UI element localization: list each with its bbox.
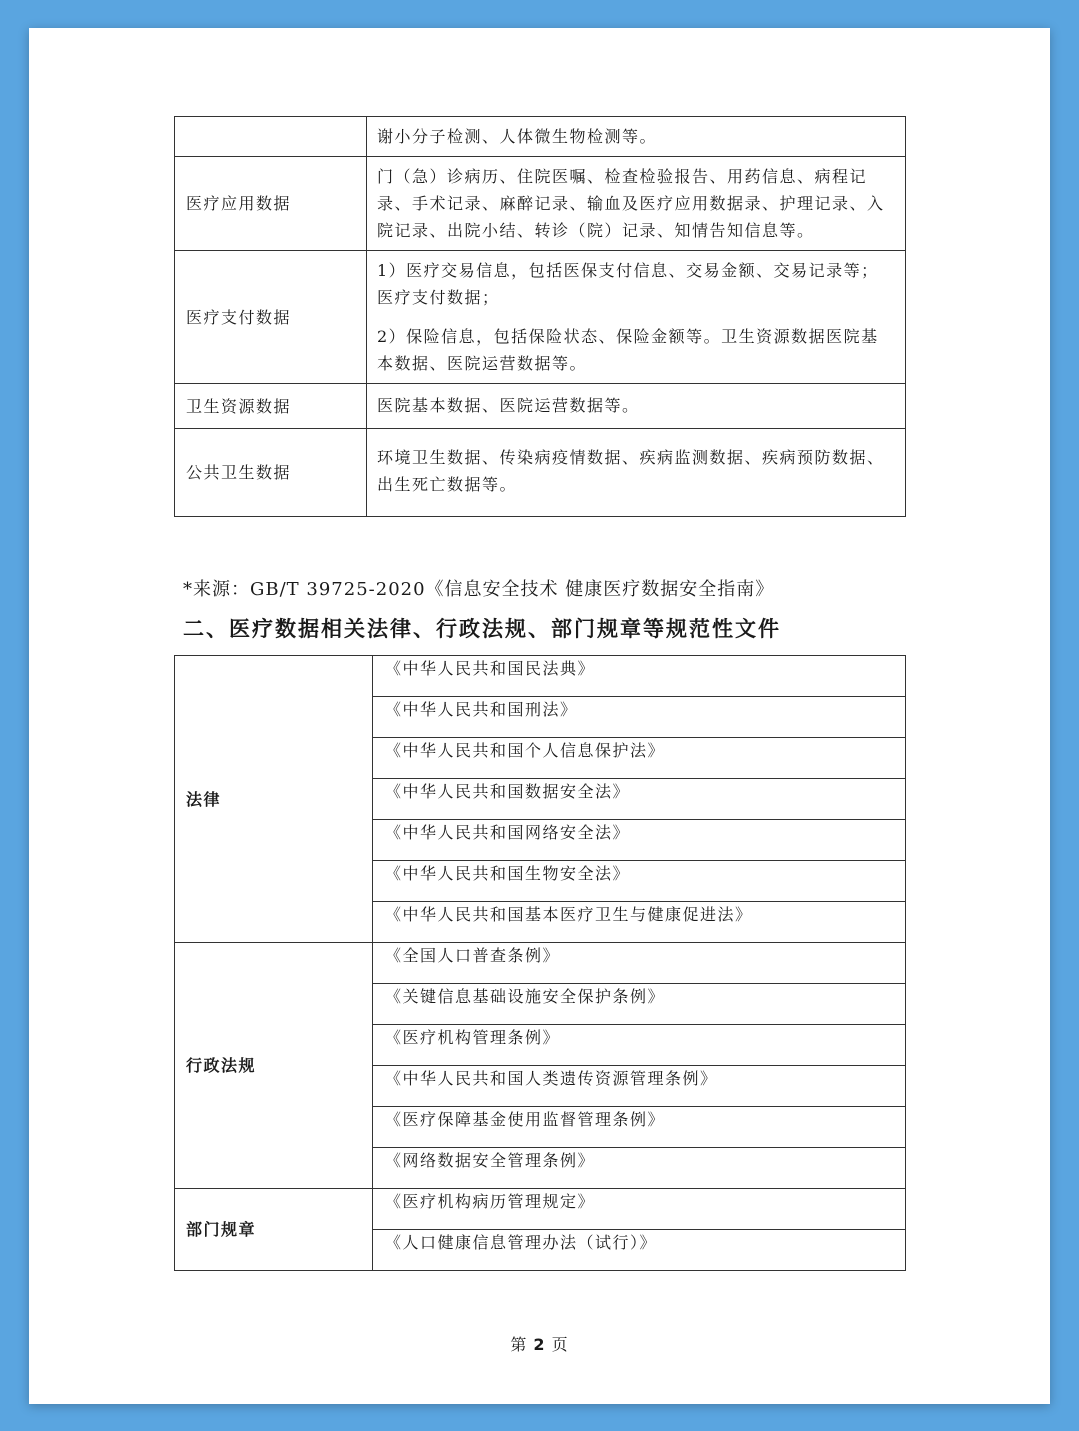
document-page — [29, 28, 1050, 1404]
source-note: *来源：GB/T 39725-2020《信息安全技术 健康医疗数据安全指南》 — [183, 579, 775, 600]
description-text: 环境卫生数据、传染病疫情数据、疾病监测数据、疾病预防数据、出生死亡数据等。 — [377, 448, 885, 494]
table-row — [175, 1189, 906, 1230]
regulation-item: 《网络数据安全管理条例》 — [373, 1148, 906, 1189]
section-heading: 二、医疗数据相关法律、行政法规、部门规章等规范性文件 — [183, 617, 781, 641]
regulation-item: 《医疗机构管理条例》 — [373, 1025, 906, 1066]
category-cell — [175, 117, 367, 157]
table-row — [175, 656, 906, 697]
regulation-item: 《中华人民共和国人类遗传资源管理条例》 — [373, 1066, 906, 1107]
regulation-item: 《中华人民共和国网络安全法》 — [373, 820, 906, 861]
description-cell — [367, 117, 906, 157]
description-text: 1）医疗交易信息，包括医保支付信息、交易金额、交易记录等；医疗支付数据； — [377, 261, 879, 307]
regulations-table — [174, 655, 906, 1271]
description-text: 谢小分子检测、人体微生物检测等。 — [377, 127, 658, 146]
regulation-item: 《中华人民共和国数据安全法》 — [373, 779, 906, 820]
category-cell: 医疗应用数据 — [175, 157, 367, 251]
description-cell — [367, 251, 906, 384]
page-suffix: 页 — [551, 1335, 569, 1354]
regulation-item: 《医疗机构病历管理规定》 — [373, 1189, 906, 1230]
page-number — [29, 1332, 1050, 1355]
category-cell: 法律 — [175, 656, 373, 943]
description-text: 医院基本数据、医院运营数据等。 — [377, 396, 640, 415]
data-category-table — [174, 116, 906, 517]
description-text: 门（急）诊病历、住院医嘱、检查检验报告、用药信息、病程记录、手术记录、麻醉记录、输血及医疗应用数据录、护理记录、入院记录、出院小结、转诊（院）记录、知情告知信息等。 — [377, 167, 885, 240]
regulation-item: 《中华人民共和国民法典》 — [373, 656, 906, 697]
table-row — [175, 117, 906, 157]
regulation-item: 《关键信息基础设施安全保护条例》 — [373, 984, 906, 1025]
table-row — [175, 157, 906, 251]
category-cell: 公共卫生数据 — [175, 429, 367, 517]
category-cell: 卫生资源数据 — [175, 384, 367, 429]
category-cell: 医疗支付数据 — [175, 251, 367, 384]
regulation-item: 《中华人民共和国个人信息保护法》 — [373, 738, 906, 779]
table-row — [175, 943, 906, 984]
regulation-item: 《中华人民共和国刑法》 — [373, 697, 906, 738]
category-cell: 部门规章 — [175, 1189, 373, 1271]
table-row — [175, 251, 906, 384]
regulation-item: 《人口健康信息管理办法（试行）》 — [373, 1230, 906, 1271]
description-cell — [367, 384, 906, 429]
page-prefix: 第 — [510, 1335, 528, 1354]
regulation-item: 《中华人民共和国基本医疗卫生与健康促进法》 — [373, 902, 906, 943]
description-cell — [367, 157, 906, 251]
category-cell: 行政法规 — [175, 943, 373, 1189]
regulation-item: 《全国人口普查条例》 — [373, 943, 906, 984]
table-row — [175, 429, 906, 517]
description-text: 2）保险信息，包括保险状态、保险金额等。卫生资源数据医院基本数据、医院运营数据等。 — [377, 327, 879, 373]
page-number-value: 2 — [533, 1335, 546, 1354]
description-cell — [367, 429, 906, 517]
regulation-item: 《中华人民共和国生物安全法》 — [373, 861, 906, 902]
regulation-item: 《医疗保障基金使用监督管理条例》 — [373, 1107, 906, 1148]
table-row — [175, 384, 906, 429]
